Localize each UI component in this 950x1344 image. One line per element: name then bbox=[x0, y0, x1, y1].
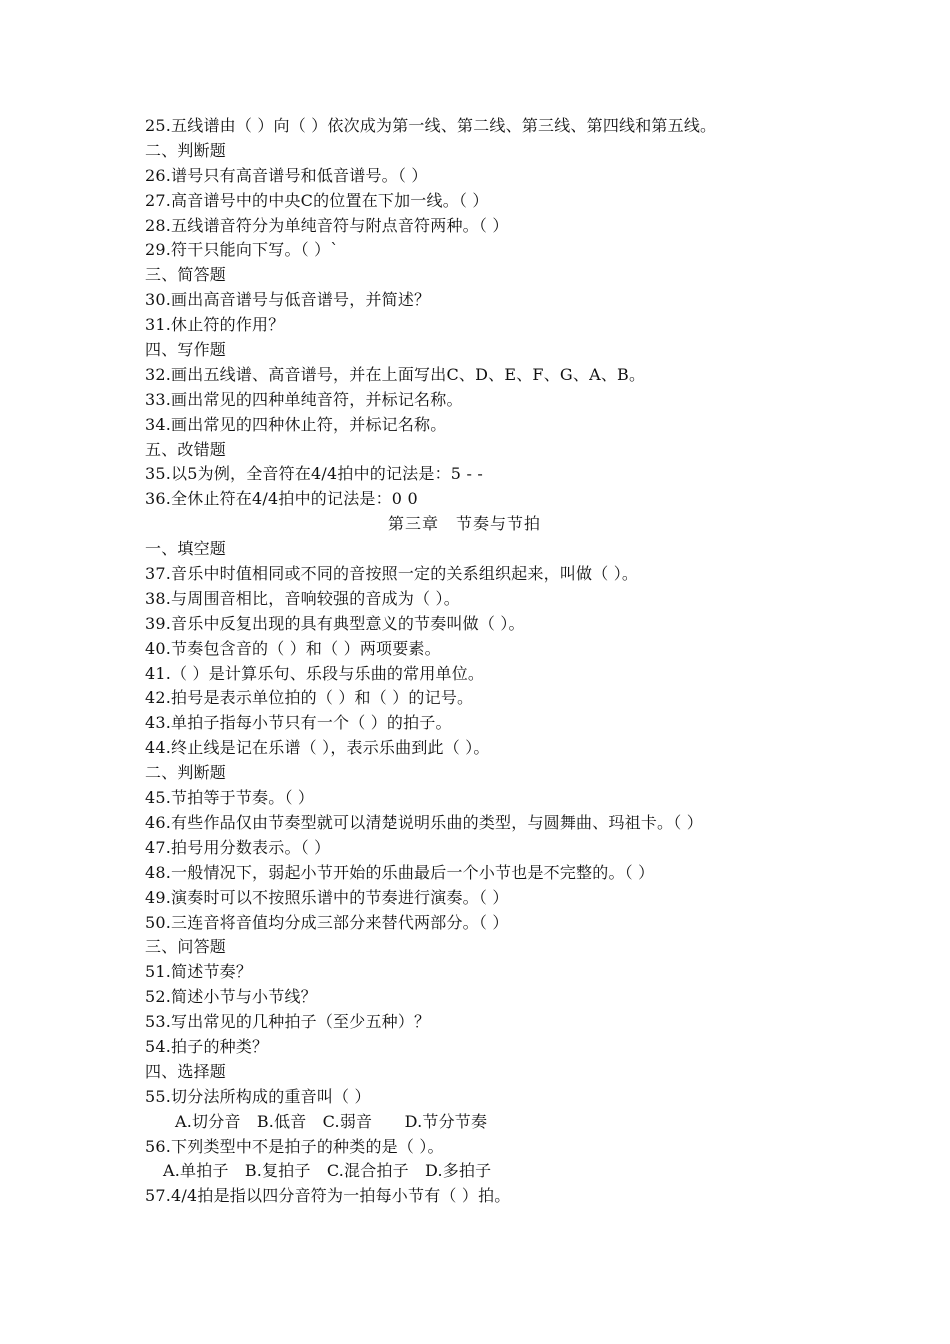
question-34: 34.画出常见的四种休止符，并标记名称。 bbox=[145, 414, 447, 434]
section-heading: 二、判断题 bbox=[145, 763, 227, 783]
section-heading: 一、填空题 bbox=[145, 539, 227, 559]
question-29: 29.符干只能向下写。（ ）` bbox=[145, 240, 339, 260]
section-heading: 三、问答题 bbox=[145, 937, 227, 957]
question-55: 55.切分法所构成的重音叫（ ） bbox=[145, 1086, 371, 1106]
question-52: 52.简述小节与小节线？ bbox=[145, 987, 317, 1007]
question-49: 49.演奏时可以不按照乐谱中的节奏进行演奏。（ ） bbox=[145, 887, 509, 907]
question-25: 25.五线谱由（ ）向（ ）依次成为第一线、第二线、第三线、第四线和第五线。 bbox=[145, 116, 717, 135]
question-28: 28.五线谱音符分为单纯音符与附点音符两种。（ ） bbox=[145, 215, 509, 235]
question-56: 56.下列类型中不是拍子的种类的是（ ）。 bbox=[145, 1136, 444, 1156]
question-41: 41.（ ）是计算乐句、乐段与乐曲的常用单位。 bbox=[145, 663, 485, 683]
question-32: 32.画出五线谱、高音谱号，并在上面写出C、D、E、F、G、A、B。 bbox=[145, 364, 646, 384]
question-50: 50.三连音将音值均分成三部分来替代两部分。（ ） bbox=[145, 912, 509, 932]
question-31: 31.休止符的作用？ bbox=[145, 315, 285, 335]
question-33: 33.画出常见的四种单纯音符，并标记名称。 bbox=[145, 389, 463, 409]
question-48: 48.一般情况下，弱起小节开始的乐曲最后一个小节也是不完整的。（ ） bbox=[145, 862, 655, 882]
question-42: 42.拍号是表示单位拍的（ ）和（ ）的记号。 bbox=[145, 688, 474, 708]
section-heading: 四、写作题 bbox=[145, 340, 227, 360]
question-36: 36.全休止符在4/4拍中的记法是：0 0 bbox=[145, 489, 418, 509]
question-30: 30.画出高音谱号与低音谱号，并简述？ bbox=[145, 290, 431, 310]
question-51: 51.简述节奏？ bbox=[145, 962, 253, 982]
question-26: 26.谱号只有高音谱号和低音谱号。（ ） bbox=[145, 165, 428, 185]
section-heading: 五、改错题 bbox=[145, 439, 227, 459]
question-55-options: A.切分音 B.低音 C.弱音 D.节分节奏 bbox=[175, 1111, 488, 1131]
question-40: 40.节奏包含音的（ ）和（ ）两项要素。 bbox=[145, 638, 441, 658]
question-54: 54.拍子的种类？ bbox=[145, 1036, 269, 1056]
question-45: 45.节拍等于节奏。（ ） bbox=[145, 788, 315, 808]
question-53: 53.写出常见的几种拍子（至少五种）？ bbox=[145, 1012, 431, 1032]
question-43: 43.单拍子指每小节只有一个（ ）的拍子。 bbox=[145, 713, 452, 733]
question-27: 27.高音谱号中的中央C的位置在下加一线。（ ） bbox=[145, 190, 489, 210]
question-39: 39.音乐中反复出现的具有典型意义的节奏叫做（ ）。 bbox=[145, 613, 525, 633]
question-57: 57.4/4拍是指以四分音符为一拍每小节有（ ）拍。 bbox=[145, 1186, 511, 1206]
question-38: 38.与周围音相比，音响较强的音成为（ ）。 bbox=[145, 588, 460, 608]
question-56-options: A.单拍子 B.复拍子 C.混合拍子 D.多拍子 bbox=[163, 1161, 492, 1181]
question-47: 47.拍号用分数表示。（ ） bbox=[145, 837, 331, 857]
chapter-title: 第三章 节奏与节拍 bbox=[388, 514, 542, 534]
question-44: 44.终止线是记在乐谱（ ），表示乐曲到此（ ）。 bbox=[145, 738, 490, 758]
question-46: 46.有些作品仅由节奏型就可以清楚说明乐曲的类型，与圆舞曲、玛祖卡。（ ） bbox=[145, 812, 703, 832]
section-heading: 三、简答题 bbox=[145, 265, 227, 285]
section-heading: 四、选择题 bbox=[145, 1061, 227, 1081]
question-35: 35.以5为例，全音符在4/4拍中的记法是：5 - - bbox=[145, 464, 483, 484]
section-heading: 二、判断题 bbox=[145, 140, 227, 160]
question-37: 37.音乐中时值相同或不同的音按照一定的关系组织起来，叫做（ ）。 bbox=[145, 564, 639, 584]
question-list bbox=[145, 114, 845, 1209]
